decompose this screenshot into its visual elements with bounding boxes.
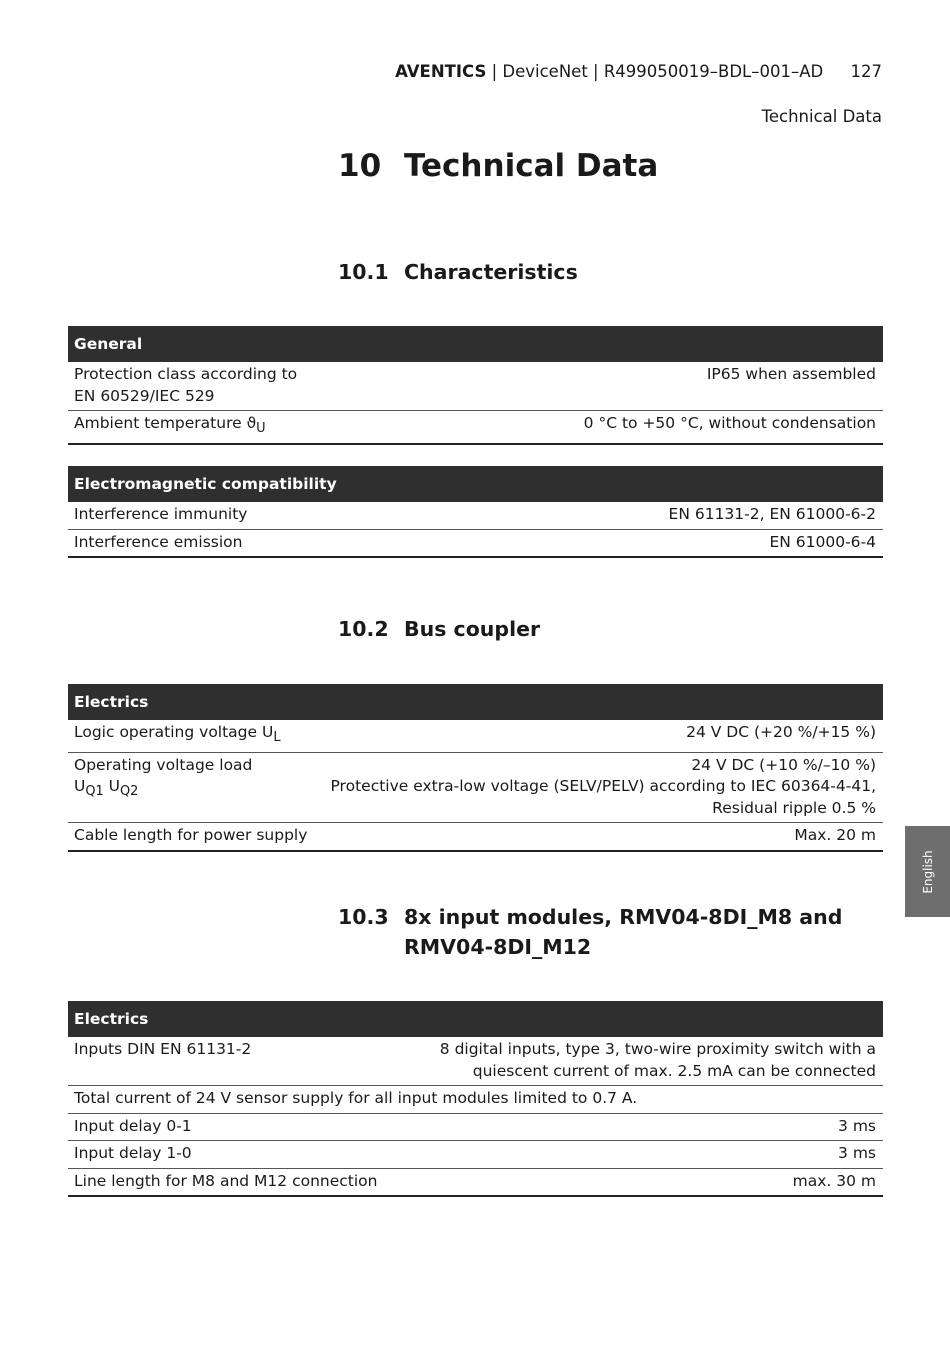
row-label-line: EN 60529/IEC 529 <box>74 386 215 405</box>
row-label <box>68 720 317 752</box>
table-row <box>68 411 883 444</box>
row-value: EN 61131-2, EN 61000-6-2 <box>441 502 883 529</box>
row-label <box>68 411 423 444</box>
section-number: 10.3 <box>338 905 389 929</box>
chapter-title <box>338 148 658 184</box>
row-value <box>405 1037 883 1086</box>
row-label <box>68 362 423 411</box>
brand-name: AVENTICS <box>395 62 487 81</box>
row-label: Input delay 1-0 <box>68 1141 405 1169</box>
row-value: 24 V DC (+20 %/+15 %) <box>317 720 883 752</box>
row-label-text: U <box>103 777 121 796</box>
document-info: | DeviceNet | R499050019–BDL–001–AD <box>491 62 824 81</box>
subscript: L <box>273 730 281 746</box>
table-row <box>68 1141 883 1169</box>
row-value-line: 24 V DC (+10 %/–10 %) <box>691 755 876 774</box>
bus-coupler-electrics-table <box>68 684 883 852</box>
section-number: 10.2 <box>338 617 389 641</box>
row-value: max. 30 m <box>405 1168 883 1196</box>
row-label: Inputs DIN EN 61131-2 <box>68 1037 405 1086</box>
row-label <box>68 752 317 823</box>
table-row <box>68 362 883 411</box>
table-header: Electrics <box>68 1001 883 1037</box>
table-row <box>68 1168 883 1196</box>
subscript: U <box>256 421 266 437</box>
row-label: Line length for M8 and M12 connection <box>68 1168 405 1196</box>
row-value: IP65 when assembled <box>423 362 883 411</box>
table-row <box>68 752 883 823</box>
row-value: 3 ms <box>405 1113 883 1141</box>
table-header: Electromagnetic compatibility <box>68 466 883 502</box>
table-row <box>68 1113 883 1141</box>
subscript: Q2 <box>120 784 139 800</box>
section-heading-bus-coupler <box>338 614 540 644</box>
row-value: EN 61000-6-4 <box>441 529 883 557</box>
chapter-number: 10 <box>338 148 382 184</box>
language-tab-label: English <box>920 849 935 894</box>
page-number: 127 <box>850 62 882 81</box>
table-row <box>68 1037 883 1086</box>
table-header: Electrics <box>68 684 883 720</box>
table-row <box>68 823 883 851</box>
row-label: Cable length for power supply <box>68 823 317 851</box>
row-value-line: Residual ripple 0.5 % <box>712 798 876 817</box>
row-value: Max. 20 m <box>317 823 883 851</box>
row-note: Total current of 24 V sensor supply for all input modules limited to 0.7 A. <box>68 1086 883 1114</box>
row-value-line: Protective extra-low voltage (SELV/PELV) according to IEC 60364-4-41, <box>330 777 876 796</box>
row-label-text: Logic operating voltage U <box>74 723 274 741</box>
row-value <box>317 752 883 823</box>
subscript: Q1 <box>85 784 104 800</box>
section-title-line: 8x input modules, RMV04-8DI_M8 and <box>404 905 843 929</box>
row-label-text: Ambient temperature ϑ <box>74 414 257 432</box>
language-tab <box>905 826 950 917</box>
section-number: 10.1 <box>338 260 389 284</box>
section-title-text <box>404 902 842 962</box>
row-value-line: quiescent current of max. 2.5 mA can be connected <box>472 1061 876 1080</box>
row-value-line: 8 digital inputs, type 3, two-wire proximity switch with a <box>439 1040 876 1058</box>
running-header <box>395 62 882 81</box>
table-header: General <box>68 326 883 362</box>
section-heading-input-modules <box>338 902 842 962</box>
general-table <box>68 326 883 445</box>
section-heading-characteristics <box>338 257 578 287</box>
section-title-text: Characteristics <box>404 260 578 284</box>
running-section-title: Technical Data <box>761 107 882 126</box>
input-modules-electrics-table <box>68 1001 883 1197</box>
row-label-line: Protection class according to <box>74 365 298 383</box>
table-row <box>68 502 883 529</box>
emc-table <box>68 466 883 558</box>
row-label-line: Operating voltage load <box>74 755 253 774</box>
table-row <box>68 1086 883 1114</box>
row-value: 0 °C to +50 °C, without condensation <box>423 411 883 444</box>
table-row <box>68 720 883 752</box>
row-label: Interference immunity <box>68 502 441 529</box>
row-value: 3 ms <box>405 1141 883 1169</box>
row-label: Interference emission <box>68 529 441 557</box>
chapter-title-text: Technical Data <box>404 148 659 184</box>
row-label-text: U <box>74 777 86 796</box>
section-title-line: RMV04-8DI_M12 <box>404 935 592 959</box>
table-row <box>68 529 883 557</box>
row-label: Input delay 0-1 <box>68 1113 405 1141</box>
section-title-text: Bus coupler <box>404 617 541 641</box>
